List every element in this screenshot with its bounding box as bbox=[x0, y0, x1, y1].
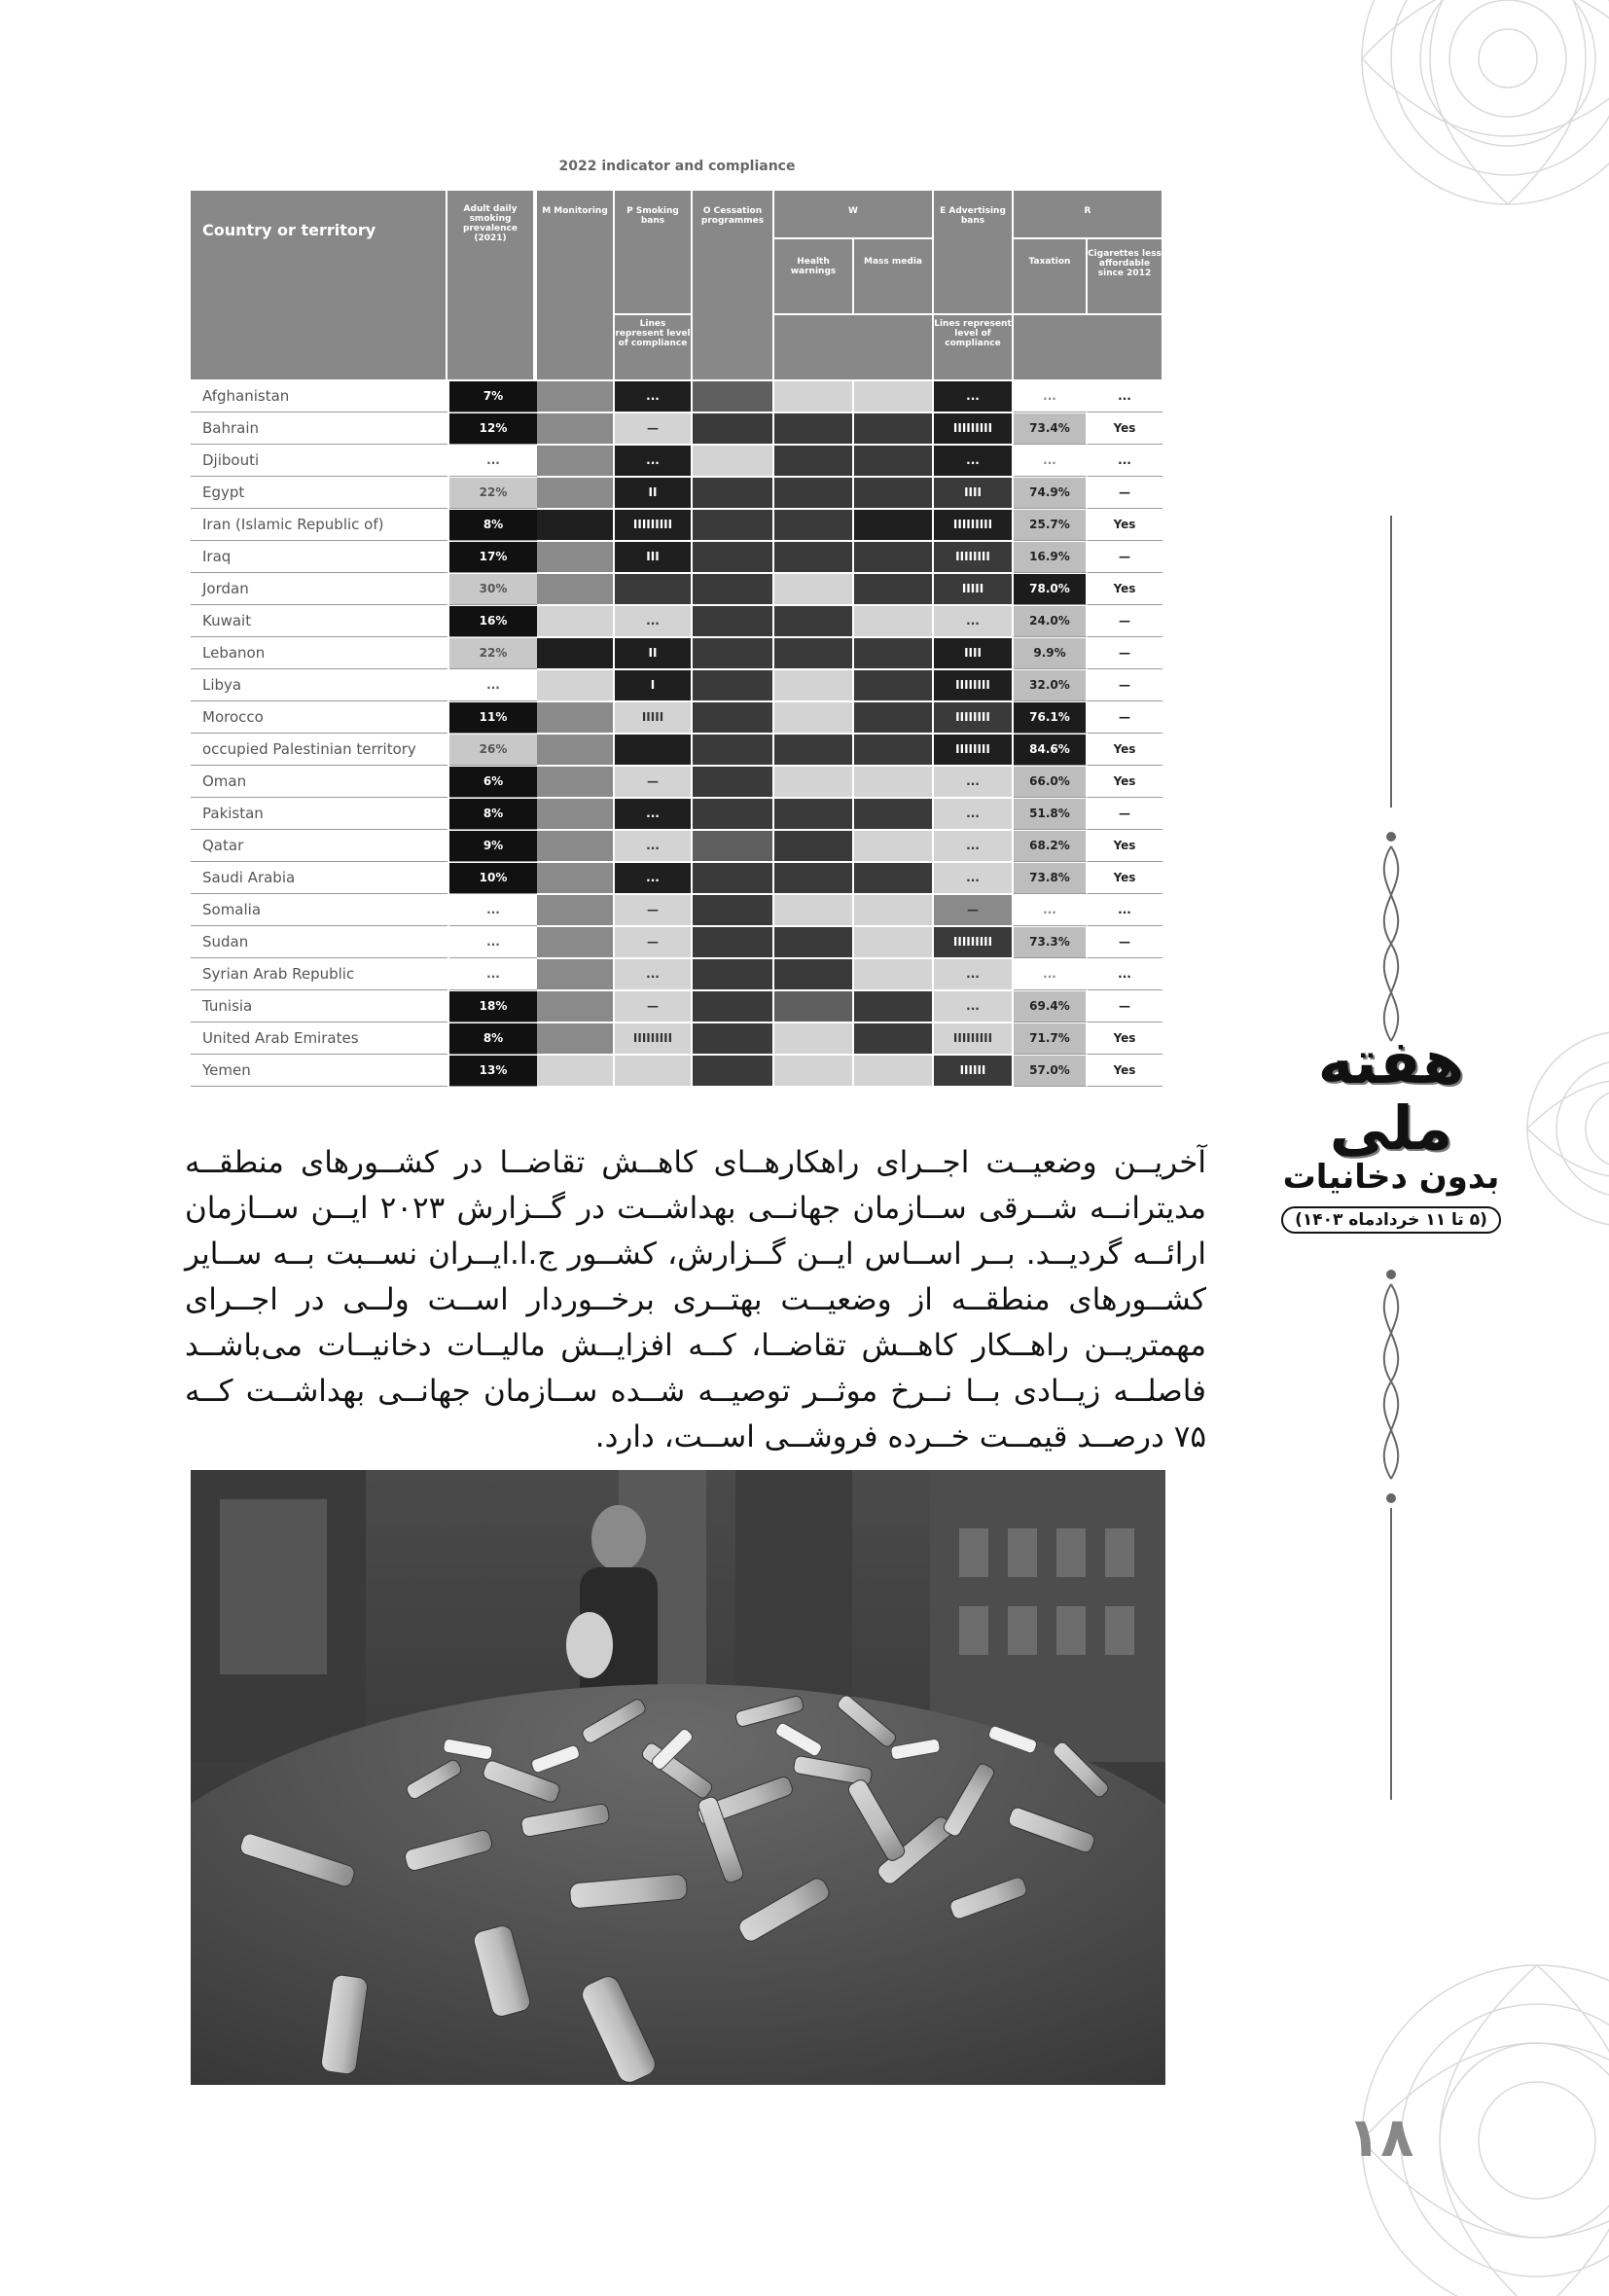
header-raise-taxes: R bbox=[1014, 191, 1163, 239]
table-cell-prevalence: 18% bbox=[449, 991, 537, 1022]
table-cell-indicator: ... bbox=[934, 959, 1014, 990]
table-cell-indicator bbox=[774, 381, 854, 413]
table-cell-indicator: IIIIIIIII bbox=[934, 413, 1014, 445]
table-row-country: Djibouti bbox=[191, 446, 447, 477]
table-cell-indicator: — bbox=[934, 895, 1014, 926]
table-cell-indicator bbox=[854, 446, 934, 477]
table-cell-taxation: ... bbox=[1014, 381, 1088, 413]
table-cell-prevalence: ... bbox=[449, 959, 537, 990]
table-cell-indicator bbox=[693, 991, 774, 1022]
table-cell-indicator: IIIIIIII bbox=[934, 542, 1014, 573]
table-cell-indicator: IIIIIIII bbox=[934, 735, 1014, 766]
table-row-country: Syrian Arab Republic bbox=[191, 959, 447, 990]
table-cell-indicator bbox=[693, 542, 774, 573]
table-row-country: Iraq bbox=[191, 542, 447, 573]
mandala-ornament-middle bbox=[1518, 1012, 1609, 1245]
table-cell-indicator bbox=[854, 478, 934, 509]
table-title: 2022 indicator and compliance bbox=[558, 159, 796, 174]
table-cell-taxation: 57.0% bbox=[1014, 1056, 1088, 1087]
table-cell-indicator bbox=[774, 927, 854, 958]
table-row-country: Jordan bbox=[191, 574, 447, 605]
table-cell-taxation: 51.8% bbox=[1014, 799, 1088, 830]
header-monitoring: M Monitoring bbox=[537, 191, 615, 381]
table-cell-affordability: — bbox=[1088, 638, 1163, 669]
table-cell-indicator bbox=[693, 895, 774, 926]
table-cell-indicator bbox=[854, 735, 934, 766]
table-cell-indicator bbox=[537, 767, 615, 798]
table-cell-indicator: IIIIIIIII bbox=[934, 927, 1014, 958]
table-cell-prevalence: 26% bbox=[449, 735, 537, 766]
table-cell-indicator bbox=[537, 670, 615, 701]
table-cell-indicator: IIIIIIII bbox=[934, 702, 1014, 734]
table-row-country: Afghanistan bbox=[191, 381, 447, 413]
table-cell-affordability: — bbox=[1088, 542, 1163, 573]
table-cell-indicator bbox=[854, 831, 934, 862]
header-warnings-blank bbox=[774, 315, 934, 381]
table-cell-indicator bbox=[774, 735, 854, 766]
header-prevalence: Adult daily smoking prevalence (2021) bbox=[447, 191, 535, 381]
table-cell-indicator: ... bbox=[934, 767, 1014, 798]
table-row-country: Libya bbox=[191, 670, 447, 701]
table-cell-indicator bbox=[537, 1056, 615, 1087]
table-row-country: occupied Palestinian territory bbox=[191, 735, 447, 766]
table-cell-prevalence: 22% bbox=[449, 638, 537, 669]
table-cell-indicator bbox=[537, 895, 615, 926]
table-cell-indicator: ... bbox=[934, 446, 1014, 477]
header-warnings: W bbox=[774, 191, 934, 239]
header-r-blank bbox=[1014, 315, 1163, 381]
table-cell-taxation: 24.0% bbox=[1014, 606, 1088, 637]
table-cell-affordability: Yes bbox=[1088, 863, 1163, 894]
table-cell-indicator bbox=[537, 542, 615, 573]
table-cell-indicator bbox=[774, 606, 854, 637]
table-cell-prevalence: 22% bbox=[449, 478, 537, 509]
table-cell-indicator bbox=[774, 991, 854, 1022]
table-cell-prevalence: 8% bbox=[449, 799, 537, 830]
table-cell-indicator: ... bbox=[615, 381, 693, 413]
header-cessation: O Cessation programmes bbox=[693, 191, 774, 381]
table-cell-indicator: IIIII bbox=[615, 702, 693, 734]
table-cell-indicator bbox=[693, 1023, 774, 1055]
header-health-warnings: Health warnings bbox=[774, 239, 854, 315]
table-cell-indicator bbox=[693, 413, 774, 445]
table-cell-affordability: — bbox=[1088, 702, 1163, 734]
table-cell-indicator: ... bbox=[615, 959, 693, 990]
table-cell-indicator bbox=[693, 478, 774, 509]
table-cell-indicator bbox=[774, 542, 854, 573]
table-cell-prevalence: 6% bbox=[449, 767, 537, 798]
table-cell-indicator: IIIIIIIII bbox=[615, 1023, 693, 1055]
header-smoking-bans: P Smoking bans bbox=[615, 191, 693, 315]
table-cell-indicator bbox=[774, 959, 854, 990]
table-cell-indicator bbox=[854, 863, 934, 894]
header-advertising-note: Lines represent level of compliance bbox=[934, 315, 1014, 381]
table-cell-indicator bbox=[774, 446, 854, 477]
header-taxation: Taxation bbox=[1014, 239, 1088, 315]
table-cell-indicator bbox=[537, 927, 615, 958]
table-cell-affordability: Yes bbox=[1088, 510, 1163, 541]
table-row-country: Yemen bbox=[191, 1056, 447, 1087]
table-cell-affordability: — bbox=[1088, 670, 1163, 701]
table-cell-indicator bbox=[537, 381, 615, 413]
table-cell-indicator: ... bbox=[934, 991, 1014, 1022]
table-cell-affordability: Yes bbox=[1088, 735, 1163, 766]
table-cell-indicator bbox=[537, 831, 615, 862]
mandala-ornament-bottom bbox=[1284, 1887, 1609, 2296]
header-advertising-bans: E Advertising bans bbox=[934, 191, 1014, 315]
table-cell-indicator: — bbox=[615, 991, 693, 1022]
table-cell-indicator: ... bbox=[934, 606, 1014, 637]
page-number: ۱۸ bbox=[1347, 2106, 1414, 2170]
table-cell-indicator: IIII bbox=[934, 638, 1014, 669]
table-cell-indicator: ... bbox=[615, 831, 693, 862]
table-cell-indicator bbox=[615, 574, 693, 605]
table-cell-indicator bbox=[774, 831, 854, 862]
table-cell-indicator bbox=[854, 670, 934, 701]
table-cell-indicator bbox=[854, 574, 934, 605]
table-cell-prevalence: ... bbox=[449, 927, 537, 958]
table-row-country: Lebanon bbox=[191, 638, 447, 669]
table-cell-affordability: ... bbox=[1088, 959, 1163, 990]
table-cell-indicator bbox=[774, 574, 854, 605]
table-cell-taxation: 68.2% bbox=[1014, 831, 1088, 862]
table-cell-indicator bbox=[693, 831, 774, 862]
table-cell-prevalence: 30% bbox=[449, 574, 537, 605]
table-cell-indicator bbox=[774, 767, 854, 798]
table-cell-prevalence: 9% bbox=[449, 831, 537, 862]
table-cell-affordability: ... bbox=[1088, 381, 1163, 413]
table-cell-indicator: ... bbox=[934, 863, 1014, 894]
table-cell-indicator: IIIIII bbox=[934, 1056, 1014, 1087]
cigarette-butts-photo bbox=[191, 1470, 1165, 2085]
table-cell-indicator: — bbox=[615, 413, 693, 445]
indicator-table bbox=[191, 191, 1163, 1090]
table-cell-taxation: 78.0% bbox=[1014, 574, 1088, 605]
table-cell-indicator: ... bbox=[615, 863, 693, 894]
table-cell-prevalence: ... bbox=[449, 895, 537, 926]
body-paragraph: آخریــن وضعیــت اجــرای راهکارهــای کاهــش تقاضــا در کشــورهای منطقــه مدیترانــه شــرقی ســازمان جهانــی بهداشــت در گــزارش ۲۰۲۳ ایــن ســازمان ارائــه گردیــد. بــر اســاس ایــن گــزارش، کشــور ج.ا.ایــران نســبت بــه ســایر کشــورهای منطقــه از وضعیــت بهتــری برخــوردار اســت ولــی در اجــرای مهمتریــن راهــکار کاهــش تقاضــا، کــه افزایــش مالیــات دخانیــات می‌باشــد فاصلــه زیــادی بــا نــرخ موثــر توصیــه شــده ســازمان جهانــی بهداشــت کــه ۷۵ درصــد قیمــت خــرده فروشــی اســت، دارد. bbox=[185, 1145, 1206, 1454]
table-cell-indicator bbox=[774, 895, 854, 926]
table-cell-indicator bbox=[854, 510, 934, 541]
table-cell-indicator: ... bbox=[934, 799, 1014, 830]
table-cell-taxation: 73.8% bbox=[1014, 863, 1088, 894]
table-cell-taxation: 25.7% bbox=[1014, 510, 1088, 541]
table-row-country: Tunisia bbox=[191, 991, 447, 1022]
table-cell-indicator bbox=[774, 510, 854, 541]
table-cell-indicator bbox=[774, 702, 854, 734]
table-cell-indicator bbox=[854, 606, 934, 637]
table-cell-indicator: ... bbox=[934, 381, 1014, 413]
table-cell-indicator bbox=[774, 670, 854, 701]
table-cell-prevalence: 16% bbox=[449, 606, 537, 637]
table-cell-affordability: Yes bbox=[1088, 831, 1163, 862]
table-cell-indicator bbox=[854, 638, 934, 669]
table-cell-prevalence: ... bbox=[449, 670, 537, 701]
table-cell-taxation: 69.4% bbox=[1014, 991, 1088, 1022]
table-cell-indicator bbox=[774, 1023, 854, 1055]
table-cell-indicator bbox=[693, 638, 774, 669]
table-row-country: Bahrain bbox=[191, 413, 447, 445]
table-cell-indicator bbox=[693, 446, 774, 477]
table-cell-affordability: Yes bbox=[1088, 1023, 1163, 1055]
table-cell-taxation: 73.4% bbox=[1014, 413, 1088, 445]
table-cell-indicator bbox=[537, 510, 615, 541]
table-cell-indicator: IIIII bbox=[934, 574, 1014, 605]
table-row-country: Oman bbox=[191, 767, 447, 798]
table-cell-taxation: 76.1% bbox=[1014, 702, 1088, 734]
header-country: Country or territory bbox=[191, 191, 447, 381]
table-row-country: Iran (Islamic Republic of) bbox=[191, 510, 447, 541]
table-cell-indicator bbox=[774, 413, 854, 445]
table-cell-prevalence: 11% bbox=[449, 702, 537, 734]
table-cell-indicator bbox=[615, 735, 693, 766]
mandala-ornament-top bbox=[1255, 0, 1609, 253]
table-cell-indicator: ... bbox=[615, 446, 693, 477]
table-cell-indicator bbox=[693, 606, 774, 637]
table-cell-indicator bbox=[774, 1056, 854, 1087]
table-cell-indicator bbox=[693, 735, 774, 766]
table-row-country: Egypt bbox=[191, 478, 447, 509]
table-cell-indicator bbox=[854, 959, 934, 990]
table-cell-indicator bbox=[537, 702, 615, 734]
table-cell-prevalence: 7% bbox=[449, 381, 537, 413]
table-cell-prevalence: 13% bbox=[449, 1056, 537, 1087]
table-row-country: Somalia bbox=[191, 895, 447, 926]
table-cell-indicator bbox=[537, 959, 615, 990]
table-row-country: Saudi Arabia bbox=[191, 863, 447, 894]
table-cell-indicator bbox=[774, 478, 854, 509]
table-cell-taxation: 84.6% bbox=[1014, 735, 1088, 766]
table-cell-taxation: 9.9% bbox=[1014, 638, 1088, 669]
table-cell-indicator bbox=[693, 702, 774, 734]
table-row-country: United Arab Emirates bbox=[191, 1023, 447, 1055]
table-cell-indicator: IIIIIIIII bbox=[615, 510, 693, 541]
table-cell-indicator bbox=[537, 863, 615, 894]
table-cell-indicator bbox=[693, 959, 774, 990]
header-mass-media: Mass media bbox=[854, 239, 934, 315]
table-cell-affordability: Yes bbox=[1088, 1056, 1163, 1087]
table-cell-indicator bbox=[774, 799, 854, 830]
logo-dates: (۵ تا ۱۱ خردادماه ۱۴۰۳) bbox=[1281, 1206, 1501, 1234]
table-row-country: Qatar bbox=[191, 831, 447, 862]
table-cell-indicator bbox=[854, 991, 934, 1022]
table-cell-indicator bbox=[693, 863, 774, 894]
table-cell-affordability: — bbox=[1088, 991, 1163, 1022]
table-cell-indicator bbox=[854, 895, 934, 926]
table-cell-indicator: — bbox=[615, 767, 693, 798]
header-smoking-bans-note: Lines represent level of compliance bbox=[615, 315, 693, 381]
table-cell-indicator: ... bbox=[615, 606, 693, 637]
table-cell-indicator bbox=[854, 767, 934, 798]
table-cell-indicator: — bbox=[615, 895, 693, 926]
table-cell-indicator: ... bbox=[615, 799, 693, 830]
table-cell-indicator: IIII bbox=[934, 478, 1014, 509]
table-cell-indicator bbox=[854, 702, 934, 734]
table-row-country: Morocco bbox=[191, 702, 447, 734]
table-cell-affordability: — bbox=[1088, 799, 1163, 830]
table-cell-indicator bbox=[537, 991, 615, 1022]
logo-title: هفته ملی bbox=[1317, 1026, 1465, 1164]
table-cell-indicator bbox=[537, 638, 615, 669]
table-cell-indicator bbox=[693, 767, 774, 798]
table-cell-indicator bbox=[774, 863, 854, 894]
table-cell-indicator bbox=[854, 542, 934, 573]
table-row-country: Kuwait bbox=[191, 606, 447, 637]
table-cell-affordability: — bbox=[1088, 927, 1163, 958]
table-cell-indicator bbox=[693, 799, 774, 830]
table-cell-indicator bbox=[537, 478, 615, 509]
table-cell-prevalence: ... bbox=[449, 446, 537, 477]
table-row-country: Pakistan bbox=[191, 799, 447, 830]
table-cell-prevalence: 17% bbox=[449, 542, 537, 573]
table-cell-indicator bbox=[615, 1056, 693, 1087]
table-cell-indicator: I bbox=[615, 670, 693, 701]
table-cell-affordability: Yes bbox=[1088, 767, 1163, 798]
table-cell-indicator bbox=[537, 446, 615, 477]
table-cell-taxation: 74.9% bbox=[1014, 478, 1088, 509]
logo-subtitle: بدون دخانیات bbox=[1282, 1158, 1500, 1197]
table-cell-indicator bbox=[537, 799, 615, 830]
table-cell-indicator bbox=[693, 381, 774, 413]
table-cell-indicator: IIIIIIII bbox=[934, 670, 1014, 701]
table-cell-taxation: 71.7% bbox=[1014, 1023, 1088, 1055]
table-cell-indicator bbox=[693, 574, 774, 605]
table-cell-taxation: 16.9% bbox=[1014, 542, 1088, 573]
table-cell-indicator bbox=[537, 413, 615, 445]
table-cell-taxation: 66.0% bbox=[1014, 767, 1088, 798]
table-cell-indicator bbox=[537, 1023, 615, 1055]
table-cell-indicator bbox=[854, 1056, 934, 1087]
table-cell-prevalence: 8% bbox=[449, 1023, 537, 1055]
table-cell-prevalence: 12% bbox=[449, 413, 537, 445]
table-cell-indicator bbox=[537, 735, 615, 766]
table-cell-indicator bbox=[854, 1023, 934, 1055]
table-cell-indicator: IIIIIIIII bbox=[934, 510, 1014, 541]
table-cell-taxation: 73.3% bbox=[1014, 927, 1088, 958]
table-cell-indicator: ... bbox=[934, 831, 1014, 862]
table-cell-prevalence: 10% bbox=[449, 863, 537, 894]
table-cell-indicator: III bbox=[615, 542, 693, 573]
table-cell-affordability: Yes bbox=[1088, 574, 1163, 605]
table-cell-indicator bbox=[537, 606, 615, 637]
table-cell-indicator: — bbox=[615, 927, 693, 958]
table-cell-indicator bbox=[693, 927, 774, 958]
table-cell-indicator bbox=[693, 510, 774, 541]
table-cell-affordability: — bbox=[1088, 478, 1163, 509]
campaign-logo bbox=[1269, 1026, 1513, 1230]
table-cell-taxation: ... bbox=[1014, 959, 1088, 990]
table-cell-indicator: IIIIIIIII bbox=[934, 1023, 1014, 1055]
header-affordability: Cigarettes less affordable since 2012 bbox=[1088, 239, 1163, 315]
table-cell-prevalence: 8% bbox=[449, 510, 537, 541]
table-cell-affordability: ... bbox=[1088, 446, 1163, 477]
table-cell-affordability: Yes bbox=[1088, 413, 1163, 445]
table-cell-indicator bbox=[854, 413, 934, 445]
table-cell-taxation: ... bbox=[1014, 895, 1088, 926]
table-cell-indicator bbox=[854, 381, 934, 413]
table-cell-indicator bbox=[693, 670, 774, 701]
table-cell-indicator bbox=[693, 1056, 774, 1087]
table-cell-affordability: — bbox=[1088, 606, 1163, 637]
table-cell-taxation: ... bbox=[1014, 446, 1088, 477]
table-cell-indicator bbox=[854, 927, 934, 958]
table-cell-indicator bbox=[774, 638, 854, 669]
table-cell-indicator bbox=[537, 574, 615, 605]
table-row-country: Sudan bbox=[191, 927, 447, 958]
table-cell-affordability: ... bbox=[1088, 895, 1163, 926]
table-cell-indicator: II bbox=[615, 478, 693, 509]
table-cell-taxation: 32.0% bbox=[1014, 670, 1088, 701]
table-cell-indicator: II bbox=[615, 638, 693, 669]
table-cell-indicator bbox=[854, 799, 934, 830]
